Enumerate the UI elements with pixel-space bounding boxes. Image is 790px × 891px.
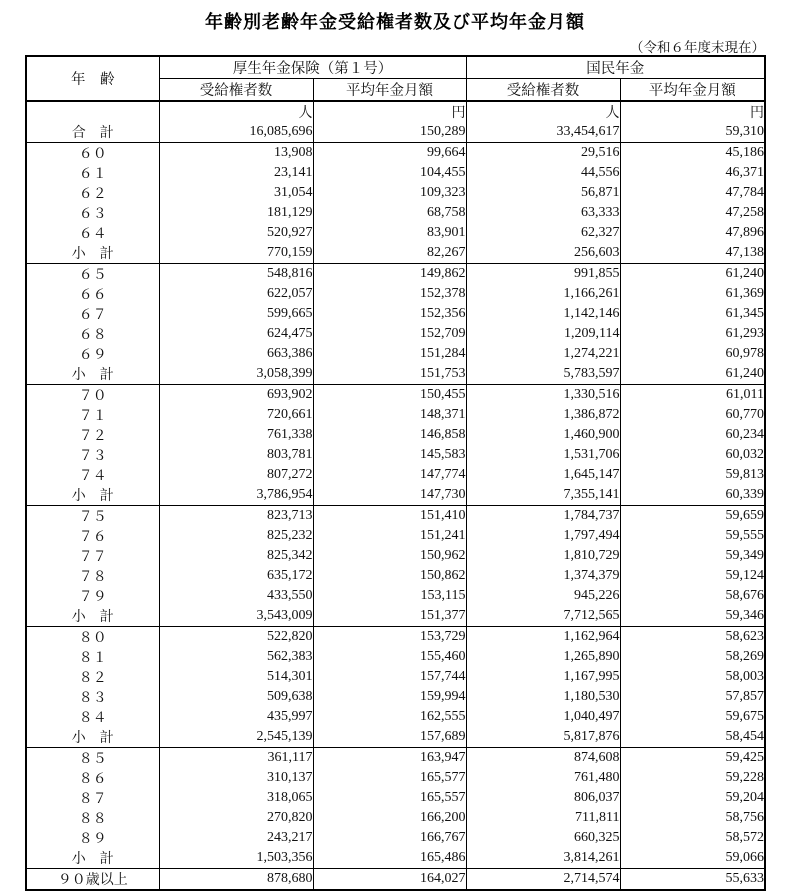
value-cell: 58,003 <box>620 667 765 687</box>
group-header-row <box>26 56 765 79</box>
table-row-total <box>26 122 765 143</box>
table-row-year <box>26 546 765 566</box>
table-row-year <box>26 143 765 164</box>
value-cell: 59,659 <box>620 506 765 527</box>
table-row-year <box>26 264 765 285</box>
age-cell: ８０ <box>26 627 159 648</box>
value-cell: 61,293 <box>620 324 765 344</box>
value-cell: 149,862 <box>313 264 466 285</box>
value-cell: 823,713 <box>159 506 313 527</box>
value-cell: 548,816 <box>159 264 313 285</box>
table-row-subtotal <box>26 364 765 385</box>
age-cell: ７８ <box>26 566 159 586</box>
unit-cell: 円 <box>620 101 765 122</box>
value-cell: 46,371 <box>620 163 765 183</box>
table-row-year <box>26 324 765 344</box>
value-cell: 663,386 <box>159 344 313 364</box>
value-cell: 1,810,729 <box>466 546 620 566</box>
age-cell: ７５ <box>26 506 159 527</box>
value-cell: 1,374,379 <box>466 566 620 586</box>
value-cell: 166,767 <box>313 828 466 848</box>
value-cell: 807,272 <box>159 465 313 485</box>
table-row-year <box>26 707 765 727</box>
age-cell: ９０歳以上 <box>26 869 159 891</box>
table-row-subtotal <box>26 485 765 506</box>
table-row-subtotal <box>26 606 765 627</box>
value-cell: 57,857 <box>620 687 765 707</box>
unit-cell: 円 <box>313 101 466 122</box>
value-cell: 59,066 <box>620 848 765 869</box>
value-cell: 60,032 <box>620 445 765 465</box>
age-cell: 小 計 <box>26 485 159 506</box>
value-cell: 761,480 <box>466 768 620 788</box>
value-cell: 770,159 <box>159 243 313 264</box>
value-cell: 151,241 <box>313 526 466 546</box>
value-cell: 1,167,995 <box>466 667 620 687</box>
value-cell: 2,545,139 <box>159 727 313 748</box>
value-cell: 624,475 <box>159 324 313 344</box>
table-row-year <box>26 385 765 406</box>
table-row-year <box>26 425 765 445</box>
value-cell: 945,226 <box>466 586 620 606</box>
value-cell: 874,608 <box>466 748 620 769</box>
value-cell: 825,342 <box>159 546 313 566</box>
value-cell: 60,339 <box>620 485 765 506</box>
kokumin-beneficiaries-header: 受給権者数 <box>466 79 620 102</box>
value-cell: 68,758 <box>313 203 466 223</box>
page-title: 年齢別老齢年金受給権者数及び平均年金月額 <box>205 12 585 32</box>
age-column-header: 年 齢 <box>26 56 159 101</box>
value-cell: 31,054 <box>159 183 313 203</box>
value-cell: 47,138 <box>620 243 765 264</box>
value-cell: 1,503,356 <box>159 848 313 869</box>
value-cell: 1,162,964 <box>466 627 620 648</box>
value-cell: 58,454 <box>620 727 765 748</box>
age-cell: ８２ <box>26 667 159 687</box>
value-cell: 58,572 <box>620 828 765 848</box>
value-cell: 29,516 <box>466 143 620 164</box>
value-cell: 45,186 <box>620 143 765 164</box>
age-cell: ７１ <box>26 405 159 425</box>
value-cell: 59,124 <box>620 566 765 586</box>
value-cell: 150,862 <box>313 566 466 586</box>
age-cell: ７３ <box>26 445 159 465</box>
value-cell: 878,680 <box>159 869 313 891</box>
value-cell: 562,383 <box>159 647 313 667</box>
table-row-year <box>26 566 765 586</box>
table-row-year <box>26 163 765 183</box>
kosei-beneficiaries-header: 受給権者数 <box>159 79 313 102</box>
date-note: （令和６年度末現在） <box>630 40 765 55</box>
kosei-nenkin-group-header: 厚生年金保険（第１号） <box>159 56 466 79</box>
table-row-year <box>26 465 765 485</box>
value-cell: 58,623 <box>620 627 765 648</box>
age-cell: ６８ <box>26 324 159 344</box>
table-row-year <box>26 223 765 243</box>
value-cell: 159,994 <box>313 687 466 707</box>
value-cell: 1,265,890 <box>466 647 620 667</box>
age-cell: ８９ <box>26 828 159 848</box>
value-cell: 1,784,737 <box>466 506 620 527</box>
kokumin-nenkin-group-header: 国民年金 <box>466 56 765 79</box>
value-cell: 145,583 <box>313 445 466 465</box>
value-cell: 622,057 <box>159 284 313 304</box>
table-body <box>26 101 765 890</box>
value-cell: 166,200 <box>313 808 466 828</box>
age-cell: ６０ <box>26 143 159 164</box>
value-cell: 2,714,574 <box>466 869 620 891</box>
age-cell: ６９ <box>26 344 159 364</box>
value-cell: 59,555 <box>620 526 765 546</box>
value-cell: 720,661 <box>159 405 313 425</box>
table-header <box>26 56 765 101</box>
table-row-year <box>26 304 765 324</box>
value-cell: 1,180,530 <box>466 687 620 707</box>
table-row-year <box>26 687 765 707</box>
table-row-year <box>26 788 765 808</box>
age-cell: 小 計 <box>26 848 159 869</box>
value-cell: 318,065 <box>159 788 313 808</box>
age-cell: ７６ <box>26 526 159 546</box>
value-cell: 165,557 <box>313 788 466 808</box>
age-cell: 小 計 <box>26 606 159 627</box>
age-cell: 小 計 <box>26 727 159 748</box>
table-row-year <box>26 828 765 848</box>
value-cell: 99,664 <box>313 143 466 164</box>
value-cell: 151,410 <box>313 506 466 527</box>
age-cell: ６１ <box>26 163 159 183</box>
value-cell: 803,781 <box>159 445 313 465</box>
value-cell: 1,040,497 <box>466 707 620 727</box>
value-cell: 47,258 <box>620 203 765 223</box>
value-cell: 635,172 <box>159 566 313 586</box>
value-cell: 1,274,221 <box>466 344 620 364</box>
value-cell: 58,756 <box>620 808 765 828</box>
table-row-year <box>26 445 765 465</box>
value-cell: 151,753 <box>313 364 466 385</box>
value-cell: 109,323 <box>313 183 466 203</box>
value-cell: 153,729 <box>313 627 466 648</box>
value-cell: 243,217 <box>159 828 313 848</box>
age-cell: 小 計 <box>26 243 159 264</box>
value-cell: 59,813 <box>620 465 765 485</box>
age-cell: ６２ <box>26 183 159 203</box>
value-cell: 522,820 <box>159 627 313 648</box>
value-cell: 310,137 <box>159 768 313 788</box>
value-cell: 5,817,876 <box>466 727 620 748</box>
value-cell: 7,712,565 <box>466 606 620 627</box>
value-cell: 151,284 <box>313 344 466 364</box>
value-cell: 63,333 <box>466 203 620 223</box>
age-cell: ７４ <box>26 465 159 485</box>
value-cell: 59,228 <box>620 768 765 788</box>
value-cell: 3,814,261 <box>466 848 620 869</box>
value-cell: 83,901 <box>313 223 466 243</box>
value-cell: 991,855 <box>466 264 620 285</box>
value-cell: 1,797,494 <box>466 526 620 546</box>
table-row-subtotal <box>26 727 765 748</box>
value-cell: 165,486 <box>313 848 466 869</box>
value-cell: 150,289 <box>313 122 466 143</box>
age-cell: ８３ <box>26 687 159 707</box>
age-cell: ６４ <box>26 223 159 243</box>
table-row-subtotal <box>26 848 765 869</box>
age-cell: ６７ <box>26 304 159 324</box>
table-row-year <box>26 344 765 364</box>
value-cell: 163,947 <box>313 748 466 769</box>
table-row-subtotal <box>26 243 765 264</box>
value-cell: 3,058,399 <box>159 364 313 385</box>
age-cell: ６３ <box>26 203 159 223</box>
value-cell: 16,085,696 <box>159 122 313 143</box>
value-cell: 59,349 <box>620 546 765 566</box>
table-row-year <box>26 627 765 648</box>
value-cell: 599,665 <box>159 304 313 324</box>
value-cell: 47,896 <box>620 223 765 243</box>
age-cell: ７０ <box>26 385 159 406</box>
unit-cell: 人 <box>466 101 620 122</box>
value-cell: 148,371 <box>313 405 466 425</box>
value-cell: 13,908 <box>159 143 313 164</box>
age-cell: ８６ <box>26 768 159 788</box>
value-cell: 711,811 <box>466 808 620 828</box>
value-cell: 660,325 <box>466 828 620 848</box>
value-cell: 155,460 <box>313 647 466 667</box>
value-cell: 60,234 <box>620 425 765 445</box>
age-cell: 合 計 <box>26 122 159 143</box>
value-cell: 61,240 <box>620 364 765 385</box>
table-row-year <box>26 405 765 425</box>
age-cell: ８７ <box>26 788 159 808</box>
value-cell: 164,027 <box>313 869 466 891</box>
value-cell: 1,386,872 <box>466 405 620 425</box>
unit-cell: 人 <box>159 101 313 122</box>
value-cell: 361,117 <box>159 748 313 769</box>
age-cell: ７２ <box>26 425 159 445</box>
value-cell: 157,689 <box>313 727 466 748</box>
value-cell: 151,377 <box>313 606 466 627</box>
value-cell: 62,327 <box>466 223 620 243</box>
age-cell: ７７ <box>26 546 159 566</box>
value-cell: 152,378 <box>313 284 466 304</box>
value-cell: 55,633 <box>620 869 765 891</box>
value-cell: 7,355,141 <box>466 485 620 506</box>
age-cell: ８１ <box>26 647 159 667</box>
value-cell: 3,543,009 <box>159 606 313 627</box>
age-cell: ７９ <box>26 586 159 606</box>
value-cell: 58,676 <box>620 586 765 606</box>
table-row-year <box>26 526 765 546</box>
age-cell: ６６ <box>26 284 159 304</box>
table-row-year <box>26 647 765 667</box>
age-cell: ８５ <box>26 748 159 769</box>
value-cell: 1,531,706 <box>466 445 620 465</box>
value-cell: 59,675 <box>620 707 765 727</box>
value-cell: 152,709 <box>313 324 466 344</box>
value-cell: 693,902 <box>159 385 313 406</box>
age-cell: ８４ <box>26 707 159 727</box>
value-cell: 44,556 <box>466 163 620 183</box>
value-cell: 150,455 <box>313 385 466 406</box>
value-cell: 152,356 <box>313 304 466 324</box>
value-cell: 153,115 <box>313 586 466 606</box>
table-row-year <box>26 506 765 527</box>
value-cell: 58,269 <box>620 647 765 667</box>
value-cell: 165,577 <box>313 768 466 788</box>
value-cell: 59,425 <box>620 748 765 769</box>
unit-row <box>26 101 765 122</box>
value-cell: 60,978 <box>620 344 765 364</box>
value-cell: 1,460,900 <box>466 425 620 445</box>
value-cell: 150,962 <box>313 546 466 566</box>
value-cell: 520,927 <box>159 223 313 243</box>
value-cell: 825,232 <box>159 526 313 546</box>
unit-age-cell <box>26 101 159 122</box>
value-cell: 3,786,954 <box>159 485 313 506</box>
value-cell: 59,204 <box>620 788 765 808</box>
kosei-avg-amount-header: 平均年金月額 <box>313 79 466 102</box>
table-row-year <box>26 768 765 788</box>
value-cell: 146,858 <box>313 425 466 445</box>
value-cell: 761,338 <box>159 425 313 445</box>
kokumin-avg-amount-header: 平均年金月額 <box>620 79 765 102</box>
value-cell: 59,346 <box>620 606 765 627</box>
table-row-year <box>26 586 765 606</box>
value-cell: 61,011 <box>620 385 765 406</box>
value-cell: 1,166,261 <box>466 284 620 304</box>
value-cell: 162,555 <box>313 707 466 727</box>
value-cell: 509,638 <box>159 687 313 707</box>
value-cell: 61,240 <box>620 264 765 285</box>
value-cell: 270,820 <box>159 808 313 828</box>
value-cell: 104,455 <box>313 163 466 183</box>
value-cell: 61,369 <box>620 284 765 304</box>
age-cell: ６５ <box>26 264 159 285</box>
value-cell: 59,310 <box>620 122 765 143</box>
value-cell: 1,330,516 <box>466 385 620 406</box>
value-cell: 157,744 <box>313 667 466 687</box>
value-cell: 1,209,114 <box>466 324 620 344</box>
age-cell: 小 計 <box>26 364 159 385</box>
value-cell: 256,603 <box>466 243 620 264</box>
pension-table <box>25 55 766 891</box>
value-cell: 147,730 <box>313 485 466 506</box>
table-row-year <box>26 748 765 769</box>
table-row-over90 <box>26 869 765 891</box>
value-cell: 23,141 <box>159 163 313 183</box>
value-cell: 1,645,147 <box>466 465 620 485</box>
table-row-year <box>26 667 765 687</box>
table-row-year <box>26 183 765 203</box>
value-cell: 433,550 <box>159 586 313 606</box>
value-cell: 82,267 <box>313 243 466 264</box>
value-cell: 60,770 <box>620 405 765 425</box>
value-cell: 47,784 <box>620 183 765 203</box>
value-cell: 61,345 <box>620 304 765 324</box>
value-cell: 147,774 <box>313 465 466 485</box>
table-row-year <box>26 808 765 828</box>
value-cell: 514,301 <box>159 667 313 687</box>
table-row-year <box>26 284 765 304</box>
value-cell: 56,871 <box>466 183 620 203</box>
age-cell: ８８ <box>26 808 159 828</box>
value-cell: 435,997 <box>159 707 313 727</box>
value-cell: 5,783,597 <box>466 364 620 385</box>
value-cell: 181,129 <box>159 203 313 223</box>
value-cell: 1,142,146 <box>466 304 620 324</box>
value-cell: 806,037 <box>466 788 620 808</box>
table-row-year <box>26 203 765 223</box>
value-cell: 33,454,617 <box>466 122 620 143</box>
